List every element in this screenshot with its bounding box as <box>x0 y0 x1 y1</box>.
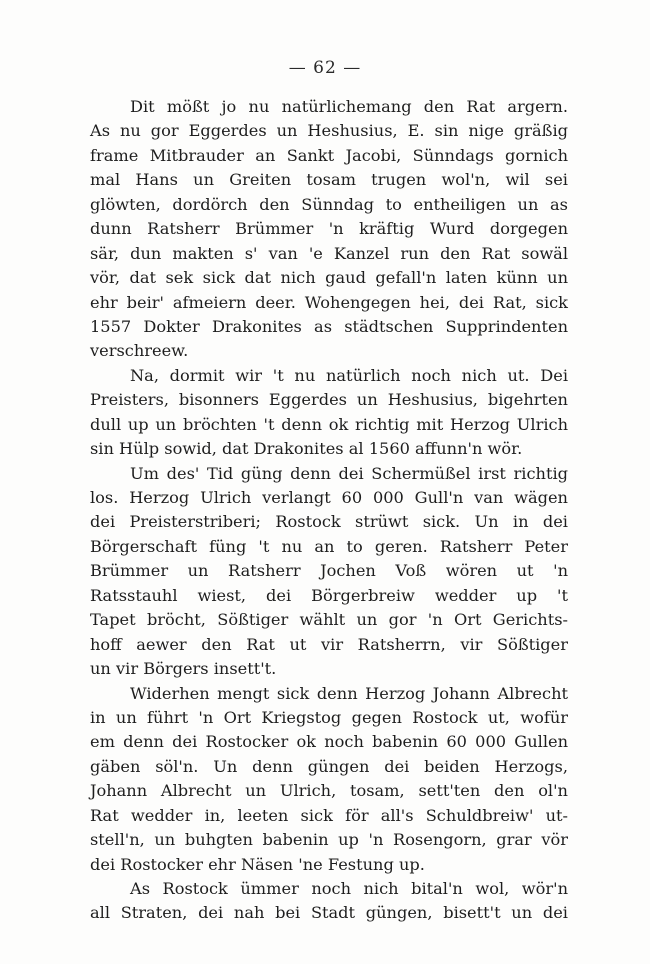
text-line: frame Mitbrauder an Sankt Jacobi, Sünndags gornich <box>90 145 568 165</box>
text-line: Na, dormit wir 't nu natürlich noch nich ut. Dei <box>130 365 568 385</box>
text-line: Um des' Tid güng denn dei Schermüßel irst richtig <box>130 463 568 483</box>
text-line: all Straten, dei nah bei Stadt güngen, bisett't un dei <box>90 903 568 923</box>
text-line: Tapet bröcht, Sößtiger wählt un gor 'n Ort Gerichts- <box>90 610 568 630</box>
text-line: Preisters, bisonners Eggerdes un Heshusius, bigehrten <box>90 390 568 410</box>
text-line: Börgerschaft füng 't nu an to geren. Ratsherr Peter <box>90 536 568 556</box>
text-line: em denn dei Rostocker ok noch babenin 60 000 Gullen <box>90 732 568 752</box>
text-line: los. Herzog Ulrich verlangt 60 000 Gull'n van wägen <box>90 488 568 507</box>
text-line: Widerhen mengt sick denn Herzog Johann Albrecht <box>130 683 568 703</box>
text-line: Johann Albrecht un Ulrich, tosam, sett'ten den ol'n <box>90 781 568 801</box>
text-line: dunn Ratsherr Brümmer 'n kräftig Wurd dorgegen <box>90 219 568 239</box>
text-line: dei Rostocker ehr Näsen 'ne Festung up. <box>90 854 425 874</box>
text-line: gäben söl'n. Un denn güngen dei beiden Herzogs, <box>90 756 568 776</box>
text-line: Brümmer un Ratsherr Jochen Voß wören ut 'n <box>90 561 568 581</box>
text-line: stell'n, un buhgten babenin up 'n Rosengorn, grar vör <box>90 830 568 850</box>
text-line: un vir Börgers insett't. <box>90 659 277 679</box>
text-line: dull up un bröchten 't denn ok richtig mit Herzog Ulrich <box>90 414 568 434</box>
text-line: sär, dun makten s' van 'e Kanzel run den Rat sowäl <box>90 243 568 263</box>
text-line: dei Preisterstriberi; Rostock strüwt sick. Un in dei <box>90 512 568 532</box>
text-line: ehr beir' afmeiern deer. Wohengegen hei, dei Rat, sick <box>90 292 568 312</box>
text-line: 1557 Dokter Drakonites as städtschen Supprindenten <box>90 316 568 336</box>
text-line: hoff aewer den Rat ut vir Ratsherrn, vir Sößtiger <box>90 634 568 654</box>
text-line: Dit mößt jo nu natürlichemang den Rat argern. <box>130 97 568 116</box>
page-number: — 62 — <box>288 58 362 78</box>
text-line: sin Hülp sowid, dat Drakonites al 1560 affunn'n wör. <box>90 439 523 459</box>
text-line: in un führt 'n Ort Kriegstog gegen Rostock ut, wofür <box>90 707 568 727</box>
text-line: verschreew. <box>90 341 189 361</box>
text-line: mal Hans un Greiten tosam trugen wol'n, wil sei <box>90 170 568 190</box>
text-line: Ratsstauhl wiest, dei Börgerbreiw wedder up 't <box>90 585 568 605</box>
text-line: vör, dat sek sick dat nich gaud gefall'n laten künn un <box>90 268 568 288</box>
text-line: Rat wedder in, leeten sick för all's Schuldbreiw' ut- <box>90 805 568 825</box>
body-text <box>90 95 568 926</box>
text-line: As nu gor Eggerdes un Heshusius, E. sin nige gräßig <box>90 121 568 141</box>
text-line: As Rostock ümmer noch nich bital'n wol, wör'n <box>130 879 568 898</box>
text-line: glöwten, dordörch den Sünndag to entheiligen un as <box>90 194 568 214</box>
